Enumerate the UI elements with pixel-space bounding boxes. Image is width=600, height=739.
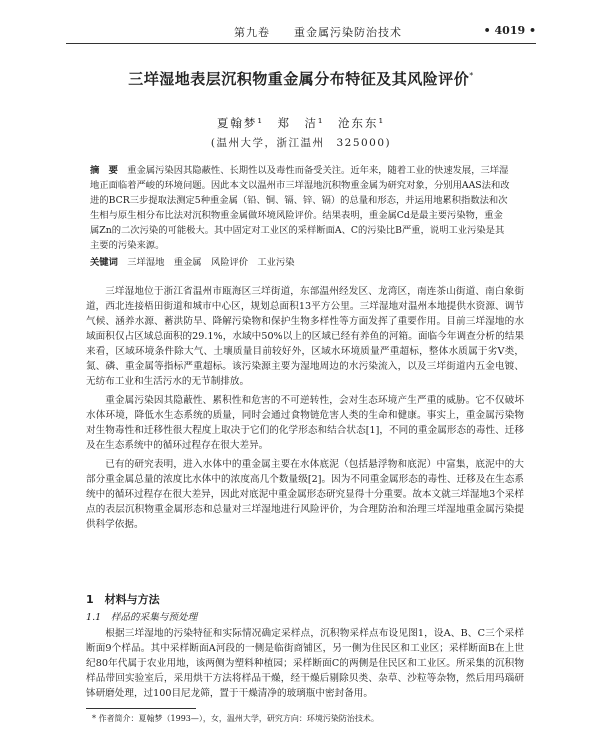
body-paragraph: 重金属污染因其隐蔽性、累积性和危害的不可逆转性，会对生态环境产生严重的威胁。它不仅破坏水体环境，降低水生态系统的质量，同时会通过食物链危害人类的生命和健康。事实上，重金属污染物对生物毒性和迁移性很大程度上取决于它们的化学形态和结合状态[1]，不同的重金属形态的毒性、迁移及在生态系统中的循环过程存在很大差异。 (86, 395, 524, 451)
methods-text (86, 626, 524, 701)
abstract-label: 摘 要 (90, 165, 118, 176)
journal-name: 第九卷 重金属污染防治技术 (234, 26, 402, 39)
section-heading: 1 材料与方法 (86, 593, 160, 606)
page-number: • 4019 • (483, 24, 536, 37)
footnote: * 作者简介：夏翰梦（1993—），女，温州大学，研究方向：环境污染防治技术。 (92, 714, 379, 723)
paper-title (66, 68, 536, 89)
body-paragraph: 根据三垟湿地的污染特征和实际情况确定采样点，沉积物采样点布设见图1，设A、B、C三个采样断面9个样品。其中采样断面A河段的一侧是临街商铺区，另一侧为住民区和工业区；采样断面B在上世纪80年代属于农业用地，该两侧为塑料种植园；采样断面C的两侧是住民区和工业区。所采集的沉积物样品带回实验室后，采用烘干方法将样品干燥，经干燥后剔除贝类、杂草、沙粒等杂物，然后用玛瑙研钵研磨处理，过100目尼龙筛，置于干燥清净的玻璃瓶中密封备用。 (86, 628, 524, 699)
introduction (86, 284, 524, 536)
affiliation: (温州大学，浙江温州 325000) (210, 137, 392, 149)
keywords (90, 254, 512, 268)
keywords-label: 关键词 (90, 257, 118, 268)
keywords-text: 三垟湿地 重金属 风险评价 工业污染 (127, 257, 295, 268)
subsection-heading: 1.1 样品的采集与预处理 (86, 612, 198, 623)
header-rule (66, 43, 536, 44)
abstract (90, 163, 512, 253)
paper-title-text: 三垟湿地表层沉积物重金属分布特征及其风险评价 (128, 70, 470, 88)
footnote-rule (86, 708, 196, 709)
running-header (66, 24, 536, 40)
abstract-text: 重金属污染因其隐蔽性、长期性以及毒性而备受关注。近年来，随着工业的快速发展，三垟湿地正面临着严峻的环境问题。因此本文以温州市三垟湿地沉积物重金属为研究对象，分别用AAS法和改进的BCR三步提取法测定5种重金属（铅、铜、镉、锌、镉）的总量和形态，并运用地累积指数法和次生相与原生相分布比法对沉积物重金属做环境风险评价。结果表明，重金属Cd是最主要污染物，重金属Zn的二次污染的可能极大。其中固定对工业区的采样断面A、C的污染比B严重，说明工业污染是其主要的污染来源。 (90, 165, 510, 251)
body-paragraph: 三垟湿地位于浙江省温州市瓯海区三垟街道，东部温州经发区、龙湾区，南连茶山街道、南白象街道，西北连接梧田街道和城市中心区，规划总面积13平方公里。三垟湿地对温州本地提供水资源、调节气候、涵养水源、蓄洪防旱、降解污染物和保护生物多样性等方面发挥了重要作用。目前三垟湿地的水域面积仅占区域总面积的29.1%，水域中50%以上的区域已经有养鱼的河箱。面临今年调查分析的结果来看，区域环境条件除大气、土壤质量目前较好外，区域水环境质量严重超标，整体水质属于劣V类，氮、磷、重金属等指标严重超标。该污染源主要为湿地周边的水污染流入，以及三垟街道内五金电镀、无纺布工业和生活污水的无节制排放。 (86, 286, 524, 387)
author-list: 夏翰梦¹ 郑 洁¹ 沧东东¹ (216, 116, 386, 130)
body-paragraph: 已有的研究表明，进入水体中的重金属主要在水体底泥（包括悬浮物和底泥）中富集，底泥中的大部分重金属总量的浓度比水体中的浓度高几个数量级[2]。因为不同重金属形态的毒性、迁移及在生态系统中的循环过程存在很大差异，因此对底泥中重金属形态研究显得十分重要。故本文就三垟湿地3个采样点的表层沉积物重金属形态和总量对三垟湿地进行风险评价，为合理防治和治理三垟湿地重金属污染提供科学依据。 (86, 459, 524, 530)
title-footnote-marker: * (469, 71, 474, 80)
